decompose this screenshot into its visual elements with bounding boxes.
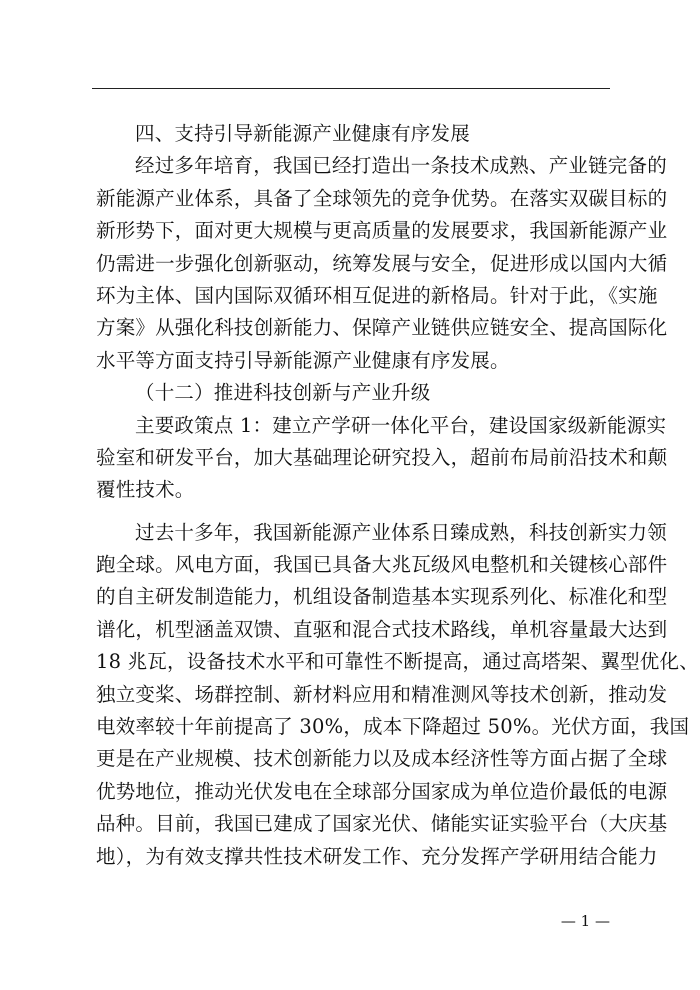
paragraph-line: 的自主研发制造能力，机组设备制造基本实现系列化、标准化和型 [96,585,668,609]
header-rule [92,88,610,89]
paragraph-line: 独立变桨、场群控制、新材料应用和精准测风等技术创新，推动发 [96,682,668,706]
section-heading: 四、支持引导新能源产业健康有序发展 [135,122,470,145]
paragraph-line: 新能源产业体系，具备了全球领先的竞争优势。在落实双碳目标的 [96,186,668,210]
subsection-heading: （十二）推进科技创新与产业升级 [135,381,431,405]
paragraph-line: 环为主体、国内国际双循环相互促进的新格局。针对于此，《实施 [96,283,658,307]
paragraph-line: 主要政策点 1：建立产学研一体化平台，建设国家级新能源实 [135,413,667,437]
paragraph-line: 经过多年培育，我国已经打造出一条技术成熟、产业链完备的 [135,154,667,178]
document-body [96,118,699,873]
paragraph-line: 谱化，机型涵盖双馈、直驱和混合式技术路线，单机容量最大达到 [96,617,668,641]
paragraph-line: 18 兆瓦，设备技术水平和可靠性不断提高，通过高塔架、翼型优化、 [96,650,699,674]
paragraph-line: 更是在产业规模、技术创新能力以及成本经济性等方面占据了全球 [96,747,668,771]
paragraph-1 [96,150,668,377]
paragraph-line: 地），为有效支撑共性技术研发工作、充分发挥产学研用结合能力 [96,844,658,868]
paragraph-2 [96,517,699,873]
paragraph-line: 品种。目前，我国已建成了国家光伏、储能实证实验平台（大庆基 [96,812,668,836]
paragraph-line: 方案》从强化科技创新能力、保障产业链供应链安全、提高国际化 [96,316,668,340]
paragraph-line: 新形势下，面对更大规模与更高质量的发展要求，我国新能源产业 [96,219,668,243]
paragraph-line: 覆性技术。 [96,478,195,502]
paragraph-line: 水平等方面支持引导新能源产业健康有序发展。 [96,348,510,372]
paragraph-line: 过去十多年，我国新能源产业体系日臻成熟，科技创新实力领 [135,520,667,544]
page-number: — 1 — [560,912,610,930]
paragraph-line: 仍需进一步强化创新驱动，统筹发展与安全，促进形成以国内大循 [96,251,668,275]
policy-point [96,410,668,507]
paragraph-line: 验室和研发平台，加大基础理论研究投入，超前布局前沿技术和颠 [96,445,668,469]
paragraph-line: 电效率较十年前提高了 30%，成本下降超过 50%。光伏方面，我国 [96,715,690,739]
paragraph-line: 跑全球。风电方面，我国已具备大兆瓦级风电整机和关键核心部件 [96,553,668,577]
paragraph-line: 优势地位，推动光伏发电在全球部分国家成为单位造价最低的电源 [96,779,668,803]
